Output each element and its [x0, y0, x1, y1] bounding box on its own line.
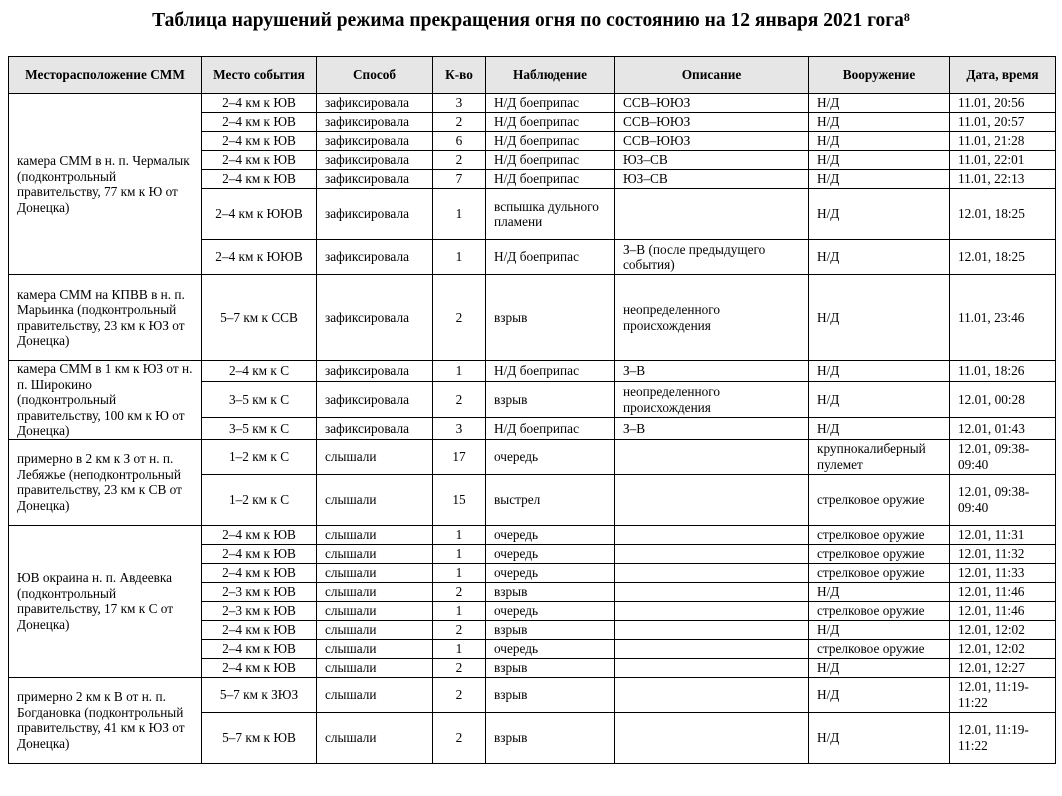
place-cell: 2–4 км к ЮВ [202, 658, 317, 677]
weapon-cell: стрелковое оружие [809, 544, 950, 563]
place-cell: 2–3 км к ЮВ [202, 582, 317, 601]
place-cell: 2–4 км к ЮВ [202, 170, 317, 189]
datetime-cell: 12.01, 11:19-11:22 [950, 677, 1056, 712]
weapon-cell: Н/Д [809, 418, 950, 439]
datetime-cell: 12.01, 12:02 [950, 620, 1056, 639]
description-cell [615, 582, 809, 601]
weapon-cell: стрелковое оружие [809, 601, 950, 620]
place-cell: 2–4 км к ЮЮВ [202, 240, 317, 275]
datetime-cell: 12.01, 12:02 [950, 639, 1056, 658]
datetime-cell: 12.01, 18:25 [950, 189, 1056, 240]
observation-cell: Н/Д боеприпас [486, 361, 615, 382]
place-cell: 2–3 км к ЮВ [202, 601, 317, 620]
observation-cell: очередь [486, 563, 615, 582]
description-cell: ССВ–ЮЮЗ [615, 113, 809, 132]
description-cell: З–В [615, 361, 809, 382]
method-cell: слышали [317, 658, 433, 677]
datetime-cell: 12.01, 18:25 [950, 240, 1056, 275]
method-cell: зафиксировала [317, 189, 433, 240]
place-cell: 3–5 км к С [202, 418, 317, 439]
header-description: Описание [615, 57, 809, 94]
header-row [9, 57, 1056, 94]
place-cell: 3–5 км к С [202, 382, 317, 418]
description-cell [615, 677, 809, 712]
description-cell [615, 712, 809, 763]
count-cell: 1 [433, 525, 486, 544]
method-cell: слышали [317, 525, 433, 544]
weapon-cell: стрелковое оружие [809, 639, 950, 658]
observation-cell: очередь [486, 544, 615, 563]
table-row [9, 94, 1056, 113]
method-cell: слышали [317, 639, 433, 658]
count-cell: 3 [433, 94, 486, 113]
description-cell [615, 620, 809, 639]
datetime-cell: 11.01, 20:57 [950, 113, 1056, 132]
method-cell: слышали [317, 474, 433, 525]
weapon-cell: Н/Д [809, 240, 950, 275]
header-location: Месторасположение СММ [9, 57, 202, 94]
method-cell: слышали [317, 601, 433, 620]
count-cell: 2 [433, 658, 486, 677]
method-cell: слышали [317, 620, 433, 639]
place-cell: 2–4 км к ЮВ [202, 525, 317, 544]
weapon-cell: Н/Д [809, 582, 950, 601]
datetime-cell: 12.01, 11:32 [950, 544, 1056, 563]
datetime-cell: 12.01, 12:27 [950, 658, 1056, 677]
location-cell: камера СММ в 1 км к ЮЗ от н. п. Широкино (подконтрольный правительству, 100 км к Ю от Донецка) [9, 361, 202, 440]
datetime-cell: 12.01, 01:43 [950, 418, 1056, 439]
observation-cell: взрыв [486, 658, 615, 677]
observation-cell: взрыв [486, 620, 615, 639]
place-cell: 1–2 км к С [202, 474, 317, 525]
observation-cell: Н/Д боеприпас [486, 132, 615, 151]
datetime-cell: 12.01, 09:38-09:40 [950, 474, 1056, 525]
method-cell: зафиксировала [317, 151, 433, 170]
description-cell: неопределенного происхождения [615, 382, 809, 418]
observation-cell: очередь [486, 639, 615, 658]
place-cell: 2–4 км к ЮВ [202, 151, 317, 170]
observation-cell: очередь [486, 525, 615, 544]
count-cell: 6 [433, 132, 486, 151]
page-title [0, 9, 1062, 33]
observation-cell: взрыв [486, 275, 615, 361]
table-row [9, 275, 1056, 361]
method-cell: зафиксировала [317, 132, 433, 151]
weapon-cell: Н/Д [809, 712, 950, 763]
datetime-cell: 11.01, 18:26 [950, 361, 1056, 382]
observation-cell: Н/Д боеприпас [486, 94, 615, 113]
weapon-cell: Н/Д [809, 113, 950, 132]
table-body [9, 94, 1056, 764]
place-cell: 2–4 км к ЮВ [202, 132, 317, 151]
table-row [9, 525, 1056, 544]
count-cell: 1 [433, 361, 486, 382]
description-cell [615, 639, 809, 658]
place-cell: 1–2 км к С [202, 439, 317, 474]
count-cell: 2 [433, 677, 486, 712]
method-cell: слышали [317, 544, 433, 563]
count-cell: 2 [433, 382, 486, 418]
weapon-cell: стрелковое оружие [809, 525, 950, 544]
datetime-cell: 12.01, 09:38-09:40 [950, 439, 1056, 474]
description-cell: неопределенного происхождения [615, 275, 809, 361]
description-cell [615, 601, 809, 620]
place-cell: 5–7 км к ССВ [202, 275, 317, 361]
weapon-cell: Н/Д [809, 677, 950, 712]
description-cell: З–В (после предыдущего события) [615, 240, 809, 275]
count-cell: 2 [433, 620, 486, 639]
place-cell: 2–4 км к ЮВ [202, 113, 317, 132]
weapon-cell: Н/Д [809, 151, 950, 170]
observation-cell: вспышка дульного пламени [486, 189, 615, 240]
header-place: Место события [202, 57, 317, 94]
weapon-cell: Н/Д [809, 620, 950, 639]
method-cell: слышали [317, 563, 433, 582]
observation-cell: очередь [486, 439, 615, 474]
description-cell: З–В [615, 418, 809, 439]
datetime-cell: 11.01, 21:28 [950, 132, 1056, 151]
observation-cell: взрыв [486, 712, 615, 763]
weapon-cell: Н/Д [809, 132, 950, 151]
count-cell: 1 [433, 240, 486, 275]
description-cell: ЮЗ–СВ [615, 170, 809, 189]
weapon-cell: Н/Д [809, 361, 950, 382]
description-cell [615, 544, 809, 563]
place-cell: 5–7 км к ЗЮЗ [202, 677, 317, 712]
method-cell: зафиксировала [317, 113, 433, 132]
method-cell: слышали [317, 439, 433, 474]
place-cell: 2–4 км к ЮВ [202, 94, 317, 113]
place-cell: 2–4 км к ЮВ [202, 620, 317, 639]
count-cell: 2 [433, 151, 486, 170]
observation-cell: взрыв [486, 677, 615, 712]
observation-cell: Н/Д боеприпас [486, 113, 615, 132]
datetime-cell: 12.01, 11:46 [950, 582, 1056, 601]
title-footnote: 8 [903, 10, 910, 24]
count-cell: 1 [433, 601, 486, 620]
datetime-cell: 12.01, 11:19-11:22 [950, 712, 1056, 763]
description-cell [615, 474, 809, 525]
count-cell: 1 [433, 189, 486, 240]
method-cell: слышали [317, 582, 433, 601]
description-cell [615, 189, 809, 240]
weapon-cell: стрелковое оружие [809, 563, 950, 582]
place-cell: 2–4 км к ЮВ [202, 639, 317, 658]
weapon-cell: крупнокалиберный пулемет [809, 439, 950, 474]
header-observation: Наблюдение [486, 57, 615, 94]
datetime-cell: 12.01, 00:28 [950, 382, 1056, 418]
description-cell [615, 525, 809, 544]
weapon-cell: стрелковое оружие [809, 474, 950, 525]
observation-cell: взрыв [486, 582, 615, 601]
description-cell: ССВ–ЮЮЗ [615, 94, 809, 113]
observation-cell: выстрел [486, 474, 615, 525]
count-cell: 15 [433, 474, 486, 525]
location-cell: камера СММ на КПВВ в н. п. Марьинка (подконтрольный правительству, 23 км к ЮЗ от Донецка) [9, 275, 202, 361]
observation-cell: Н/Д боеприпас [486, 418, 615, 439]
method-cell: слышали [317, 712, 433, 763]
header-count: К-во [433, 57, 486, 94]
datetime-cell: 11.01, 23:46 [950, 275, 1056, 361]
header-weapon: Вооружение [809, 57, 950, 94]
datetime-cell: 11.01, 22:01 [950, 151, 1056, 170]
header-method: Способ [317, 57, 433, 94]
place-cell: 2–4 км к С [202, 361, 317, 382]
location-cell: примерно в 2 км к З от н. п. Лебяжье (неподконтрольный правительству, 23 км к СВ от Донецка) [9, 439, 202, 525]
datetime-cell: 12.01, 11:31 [950, 525, 1056, 544]
datetime-cell: 12.01, 11:46 [950, 601, 1056, 620]
weapon-cell: Н/Д [809, 658, 950, 677]
method-cell: зафиксировала [317, 94, 433, 113]
description-cell [615, 563, 809, 582]
description-cell [615, 439, 809, 474]
observation-cell: Н/Д боеприпас [486, 151, 615, 170]
method-cell: зафиксировала [317, 170, 433, 189]
count-cell: 2 [433, 275, 486, 361]
place-cell: 5–7 км к ЮВ [202, 712, 317, 763]
ceasefire-violations-table [8, 56, 1056, 764]
method-cell: зафиксировала [317, 240, 433, 275]
count-cell: 1 [433, 639, 486, 658]
method-cell: зафиксировала [317, 418, 433, 439]
method-cell: зафиксировала [317, 275, 433, 361]
header-datetime: Дата, время [950, 57, 1056, 94]
weapon-cell: Н/Д [809, 275, 950, 361]
description-cell: ССВ–ЮЮЗ [615, 132, 809, 151]
table-row [9, 361, 1056, 382]
description-cell [615, 658, 809, 677]
place-cell: 2–4 км к ЮЮВ [202, 189, 317, 240]
count-cell: 2 [433, 582, 486, 601]
count-cell: 3 [433, 418, 486, 439]
count-cell: 2 [433, 113, 486, 132]
observation-cell: Н/Д боеприпас [486, 240, 615, 275]
datetime-cell: 11.01, 20:56 [950, 94, 1056, 113]
count-cell: 7 [433, 170, 486, 189]
weapon-cell: Н/Д [809, 94, 950, 113]
observation-cell: Н/Д боеприпас [486, 170, 615, 189]
location-cell: ЮВ окраина н. п. Авдеевка (подконтрольный правительству, 17 км к С от Донецка) [9, 525, 202, 677]
title-text: Таблица нарушений режима прекращения огня по состоянию на 12 января 2021 гога [152, 10, 904, 31]
location-cell: камера СММ в н. п. Чермалык (подконтрольный правительству, 77 км к Ю от Донецка) [9, 94, 202, 275]
description-cell: ЮЗ–СВ [615, 151, 809, 170]
count-cell: 17 [433, 439, 486, 474]
place-cell: 2–4 км к ЮВ [202, 544, 317, 563]
datetime-cell: 12.01, 11:33 [950, 563, 1056, 582]
count-cell: 1 [433, 544, 486, 563]
count-cell: 2 [433, 712, 486, 763]
method-cell: зафиксировала [317, 361, 433, 382]
table-row [9, 677, 1056, 712]
weapon-cell: Н/Д [809, 189, 950, 240]
count-cell: 1 [433, 563, 486, 582]
weapon-cell: Н/Д [809, 170, 950, 189]
table-row [9, 439, 1056, 474]
weapon-cell: Н/Д [809, 382, 950, 418]
datetime-cell: 11.01, 22:13 [950, 170, 1056, 189]
observation-cell: очередь [486, 601, 615, 620]
method-cell: слышали [317, 677, 433, 712]
method-cell: зафиксировала [317, 382, 433, 418]
place-cell: 2–4 км к ЮВ [202, 563, 317, 582]
location-cell: примерно 2 км к В от н. п. Богдановка (подконтрольный правительству, 41 км к ЮЗ от Донецка) [9, 677, 202, 763]
observation-cell: взрыв [486, 382, 615, 418]
